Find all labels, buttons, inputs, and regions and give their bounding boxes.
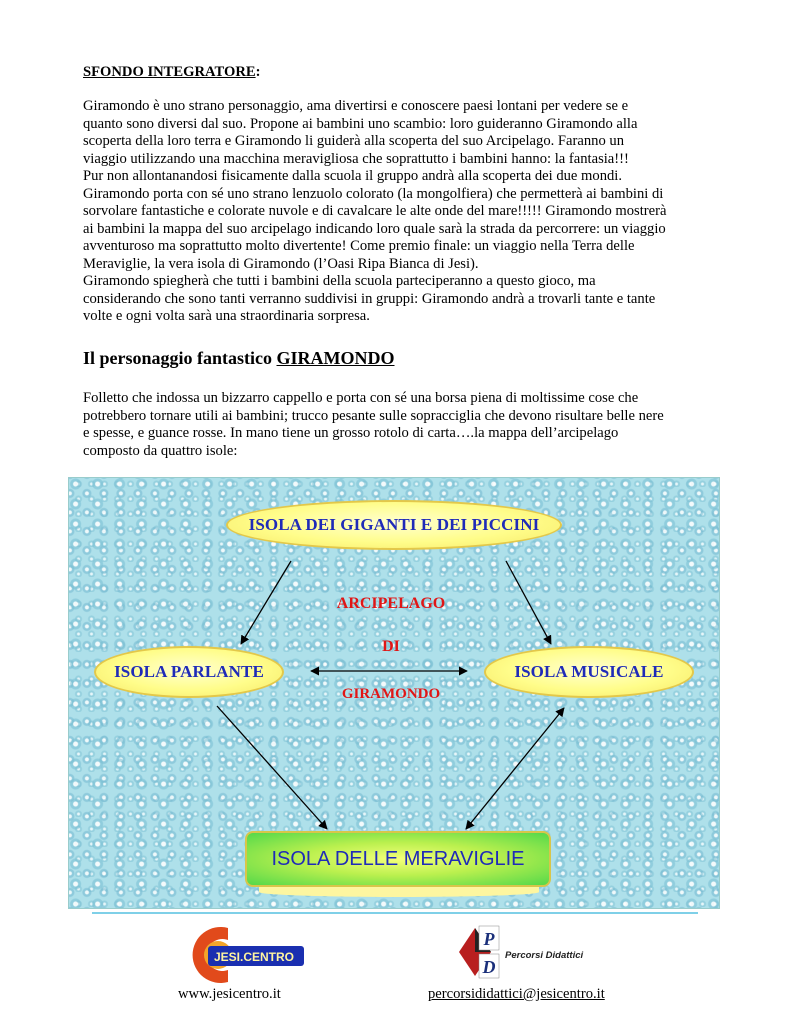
paragraph-line: Meraviglie, la vera isola di Giramondo (l’Oasi Ripa Bianca di Jesi). [83,255,479,272]
island-giganti-piccini: ISOLA DEI GIGANTI E DEI PICCINI [226,500,562,550]
paragraph-line: Giramondo è uno strano personaggio, ama divertirsi e conoscere paesi lontani per vedere se e [83,98,629,114]
section-title-text: SFONDO INTEGRATORE [83,64,256,80]
email-link[interactable]: percorsididattici@jesicentro.it [428,986,605,1002]
section-title-personaggio [83,350,713,368]
paragraph-line: Folletto che indossa un bizzarro cappello e porta con sé una borsa piena di moltissime cose che [83,390,639,406]
paragraph-line: avventuroso ma soprattutto molto divertente! Come premio finale: un viaggio nella Terra delle [83,238,635,254]
section-title-sfondo [83,64,713,82]
island-parlante: ISOLA PARLANTE [94,646,284,698]
paragraph-line: composto da quattro isole: [83,442,238,459]
arrow-top-to-left [241,561,291,644]
island-musicale: ISOLA MUSICALE [484,646,694,698]
jesi-logo-text: JESI.CENTRO [213,950,295,964]
paragraph-line: Pur non allontanandosi fisicamente dalla scuola il gruppo andrà alla scoperta dei due mondi. [83,168,622,184]
pd-logo-letter-d: D [482,957,496,977]
meraviglie-glow [259,887,539,897]
section-title-prefix: Il personaggio fantastico [83,348,277,368]
section-title-name: GIRAMONDO [276,348,395,368]
sfondo-paragraph [83,98,713,326]
archipelago-diagram [68,477,720,909]
paragraph-line: potrebbero tornare utili ai bambini; trucco pesante sulle sopracciglia che devono risultare belle nere [83,407,664,424]
paragraph-line: quanto sono diversi dal suo. Propone ai bambini uno scambio: loro guideranno Giramondo alla [83,115,638,132]
paragraph-line: ai bambini la mappa del suo arcipelago indicando loro quale sarà la strada da percorrere: un viaggio [83,220,666,237]
center-label-arcipelago: ARCIPELAGO [336,595,446,612]
jesi-centro-logo [188,924,306,986]
arrow-left-to-bottom [217,706,327,829]
paragraph-line: volte e ogni volta sarà una straordinaria sorpresa. [83,308,370,324]
arrow-top-to-right [506,561,551,644]
pd-logo-text: Percorsi Didattici [505,950,584,961]
center-label-di: DI [382,638,400,655]
percorsi-didattici-logo [455,924,600,980]
paragraph-line: e spesse, e guance rosse. In mano tiene un grosso rotolo di carta….la mappa dell’arcipelago [83,425,619,441]
paragraph-line: Giramondo spiegherà che tutti i bambini della scuola parteciperanno a questo gioco, ma [83,273,596,289]
footer-divider [92,912,698,914]
island-meraviglie: ISOLA DELLE MERAVIGLIE [245,831,551,887]
center-label-giramondo: GIRAMONDO [341,686,441,702]
personaggio-paragraph [83,390,713,460]
paragraph-line: sorvolare fantastiche e colorate nuvole e di cavalcare le alte onde del mare!!!!! Giramondo mostrerà [83,203,667,219]
paragraph-line: scoperta della loro terra e Giramondo li guiderà alla scoperta del suo Arcipelago. Faranno un [83,133,624,149]
paragraph-line: Giramondo porta con sé uno strano lenzuolo colorato (la mongolfiera) che permetterà ai bambini di [83,185,664,202]
paragraph-line: considerando che sono tanti verranno suddivisi in gruppi: Giramondo andrà a trovarli tante e tante [83,290,656,307]
pd-logo-letter-p: P [483,929,495,949]
website-link[interactable]: www.jesicentro.it [178,986,281,1002]
section-title-colon: : [255,64,261,80]
paragraph-line: viaggio utilizzando una macchina meravigliosa che soprattutto i bambini hanno: la fantasia!!! [83,150,629,167]
arrow-bottom-right [466,708,564,829]
